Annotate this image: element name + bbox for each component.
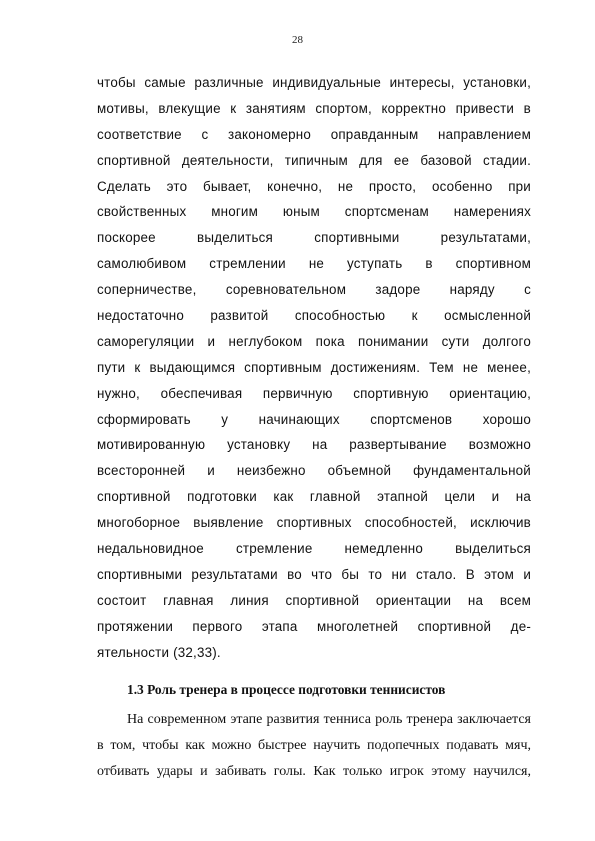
text-line: состоит главная линия спортивной ориентации на всем: [97, 592, 531, 608]
text-line: недостаточно развитой способностью к осмысленной: [97, 308, 531, 324]
text-line: На современном этапе развития тенниса роль тренера заключается: [127, 712, 531, 727]
text-line: всесторонней и неизбежно объемной фундаментальной: [97, 463, 531, 479]
text-line: многоборное выявление спортивных способностей, исключив: [97, 515, 531, 531]
text-line: свойственных многим юным спортсменам намерениях: [97, 204, 531, 220]
text-line: спортивной деятельности, типичным для ее базовой стадии.: [97, 152, 531, 168]
text-line: недальновидное стремление немедленно выделиться: [97, 541, 531, 557]
text-line: поскорее выделиться спортивными результатами,: [97, 230, 531, 246]
text-line: в том, чтобы как можно быстрее научить подопечных подавать мяч,: [97, 737, 531, 753]
text-line: мотивированную установку на развертывание возможно: [97, 437, 531, 453]
text-line: соответствие с закономерно оправданным направлением: [97, 126, 531, 142]
text-line: мотивы, влекущие к занятиям спортом, корректно привести в: [97, 100, 531, 116]
text-line: самолюбивом стремлении не уступать в спортивном: [97, 256, 531, 272]
section-heading: 1.3 Роль тренера в процессе подготовки теннисистов: [127, 682, 446, 697]
text-line: отбивать удары и забивать голы. Как только игрок этому научился,: [97, 763, 531, 779]
text-line: ятельности (32,33).: [97, 644, 221, 660]
text-line: чтобы самые различные индивидуальные интересы, установки,: [97, 75, 531, 90]
text-line: пути к выдающимся спортивным достижениям. Тем не менее,: [97, 359, 531, 375]
paragraph-coach-role: [97, 707, 531, 785]
text-line: нужно, обеспечивая первичную спортивную ориентацию,: [97, 385, 531, 401]
text-line: саморегуляции и неглубоком пока понимании сути долгого: [97, 333, 531, 349]
text-line: спортивными результатами во что бы то ни стало. В этом и: [97, 566, 531, 582]
text-line: сформировать у начинающих спортсменов хорошо: [97, 411, 531, 427]
text-line: соперничестве, соревновательном задоре наряду с: [97, 282, 531, 298]
text-line: спортивной подготовки как главной этапной цели и на: [97, 489, 531, 505]
text-line: Сделать это бывает, конечно, не просто, особенно при: [97, 178, 531, 194]
page-number: 28: [292, 34, 303, 46]
paragraph-ribbon-orientation: [97, 70, 531, 665]
text-line: протяжении первого этапа многолетней спортивной де-: [97, 618, 531, 634]
